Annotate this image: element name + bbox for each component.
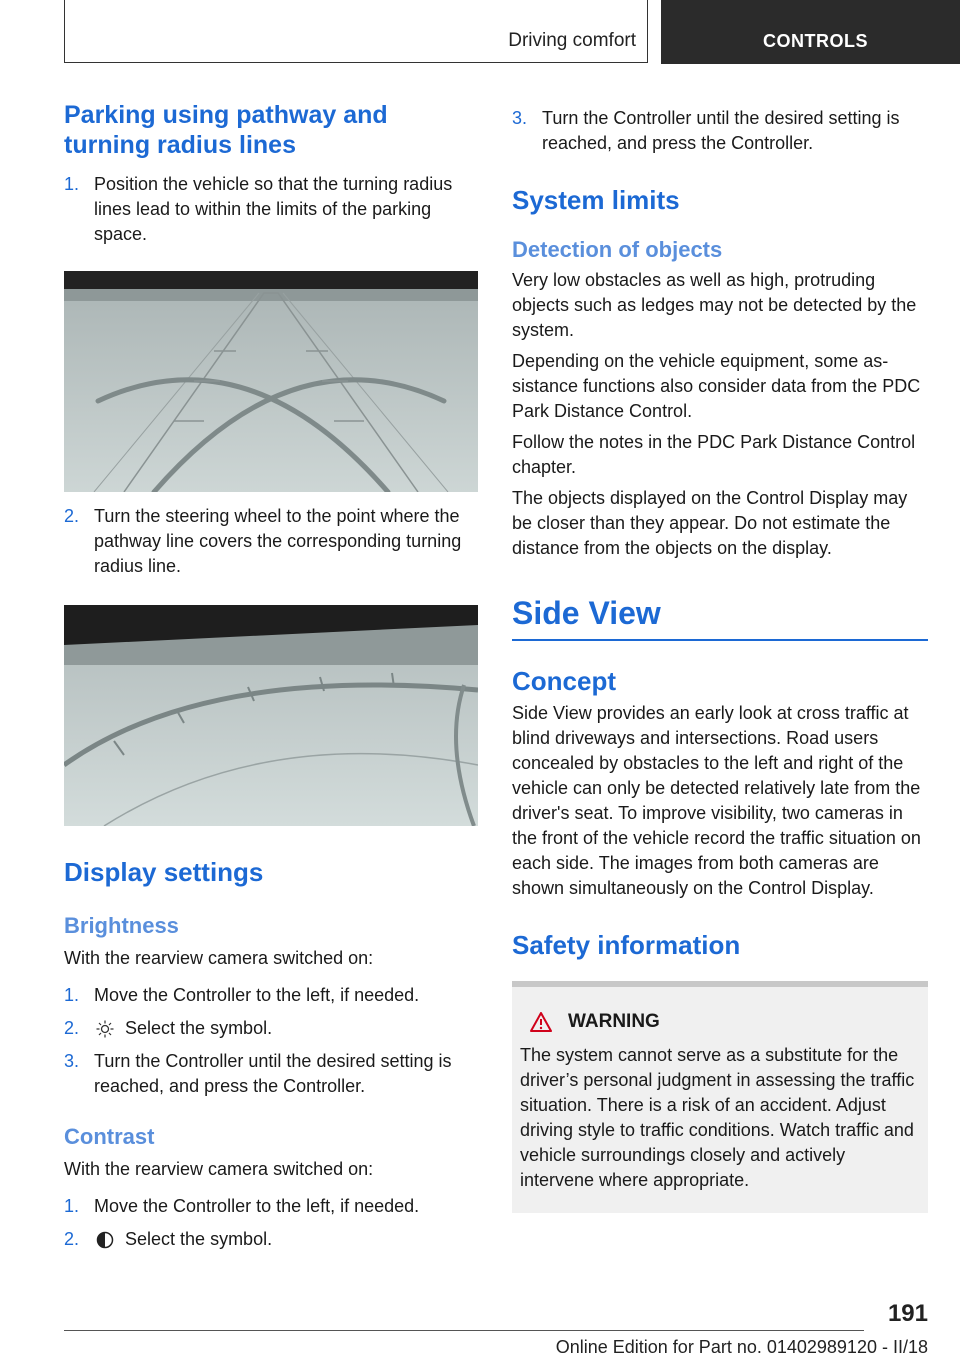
- step-number: 3.: [64, 1051, 80, 1071]
- step-number: 2.: [64, 1018, 80, 1038]
- contrast-icon: [96, 1231, 114, 1249]
- brightness-intro: With the rearview camera switched on:: [64, 948, 374, 968]
- step-text: Position the vehicle so that the turning radius lines lead to within the limits of the parking space.: [94, 174, 453, 244]
- parking-step-1: [64, 172, 478, 247]
- edition-note: Online Edition for Part no. 01402989120 - II/18: [555, 1337, 928, 1357]
- contrast-step-3: [512, 106, 928, 156]
- step-number: 3.: [512, 108, 528, 128]
- contrast-step-2: [64, 1227, 478, 1252]
- detection-para-3: Follow the notes in the PDC Park Distance Control chapter.: [512, 432, 916, 477]
- warning-title: WARNING: [568, 1011, 660, 1032]
- heading-brightness: Brightness: [64, 913, 179, 938]
- brightness-step-1: [64, 983, 478, 1008]
- parking-step-2: [64, 504, 478, 579]
- brightness-step-3: [64, 1049, 478, 1099]
- detection-para-4: The objects displayed on the Control Display may be closer than they appear. Do not estimate the distance from the objects on the display.: [512, 488, 908, 558]
- step-number: 1.: [64, 985, 80, 1005]
- warning-text: The system cannot serve as a substitute for the driver’s personal judgment in assessing the traffic situation. There is a risk of an accident. Adjust driving style to traffic conditions. Watch traffic and vehicle surroundings closely and actively intervene where appropriate.: [520, 1045, 915, 1190]
- step-text: Select the symbol.: [125, 1229, 273, 1249]
- camera-image-pathway-line: [64, 605, 478, 826]
- warning-triangle-icon: [530, 1012, 552, 1032]
- header-chapter-label: CONTROLS: [763, 31, 868, 51]
- contrast-step-1: [64, 1194, 478, 1219]
- warning-box: [512, 981, 928, 1213]
- heading-detection: Detection of objects: [512, 237, 723, 262]
- footer-rule: [64, 1330, 864, 1331]
- heading-safety-information: Safety information: [512, 930, 741, 960]
- step-number: 2.: [64, 506, 80, 526]
- detection-para-2: Depending on the vehicle equipment, some assistance functions also consider data from the PDC Park Distance Control.: [512, 351, 921, 421]
- right-column: [512, 100, 928, 1213]
- contrast-intro: With the rearview camera switched on:: [64, 1159, 374, 1179]
- heading-side-view: Side View: [512, 595, 661, 631]
- header-section-title: Driving comfort: [508, 30, 636, 51]
- left-column: [64, 100, 478, 1252]
- step-text: Turn the steering wheel to the point where the pathway line covers the corresponding turning radius line.: [94, 506, 462, 576]
- side-view-heading-rule: [512, 593, 928, 641]
- page-number: 191: [887, 1300, 928, 1327]
- heading-concept: Concept: [512, 666, 616, 696]
- step-text: Select the symbol.: [125, 1018, 273, 1038]
- step-number: 1.: [64, 174, 80, 194]
- page-header: [64, 0, 960, 64]
- step-number: 2.: [64, 1229, 80, 1249]
- detection-para-1: Very low obstacles as well as high, protruding objects such as ledges may not be detected by the system.: [512, 270, 917, 340]
- heading-system-limits: System limits: [512, 185, 680, 215]
- heading-display-settings: Display settings: [64, 857, 264, 887]
- camera-image-turning-radius: [64, 271, 478, 492]
- concept-para: Side View provides an early look at cross traffic at blind driveways and intersections. Road users concealed by obstacles to the left and right of the vehicle can only be detected relatively late from the driver's seat. To improve visibility, two cameras in the front of the vehicle record the traffic situation on each side. The images from both cameras are shown simultaneously on the Control Display.: [512, 703, 921, 898]
- heading-contrast: Contrast: [64, 1124, 155, 1149]
- brightness-sun-icon: [96, 1020, 114, 1038]
- step-text: Turn the Controller until the desired setting is reached, and press the Controller.: [542, 108, 900, 153]
- step-text: Turn the Controller until the desired setting is reached, and press the Controller.: [94, 1051, 452, 1096]
- step-number: 1.: [64, 1196, 80, 1216]
- warning-header: [520, 1011, 920, 1033]
- heading-parking-lines: Parking using pathway and turning radius lines: [64, 101, 388, 159]
- step-text: Move the Controller to the left, if needed.: [94, 985, 420, 1005]
- step-text: Move the Controller to the left, if needed.: [94, 1196, 420, 1216]
- brightness-step-2: [64, 1016, 478, 1041]
